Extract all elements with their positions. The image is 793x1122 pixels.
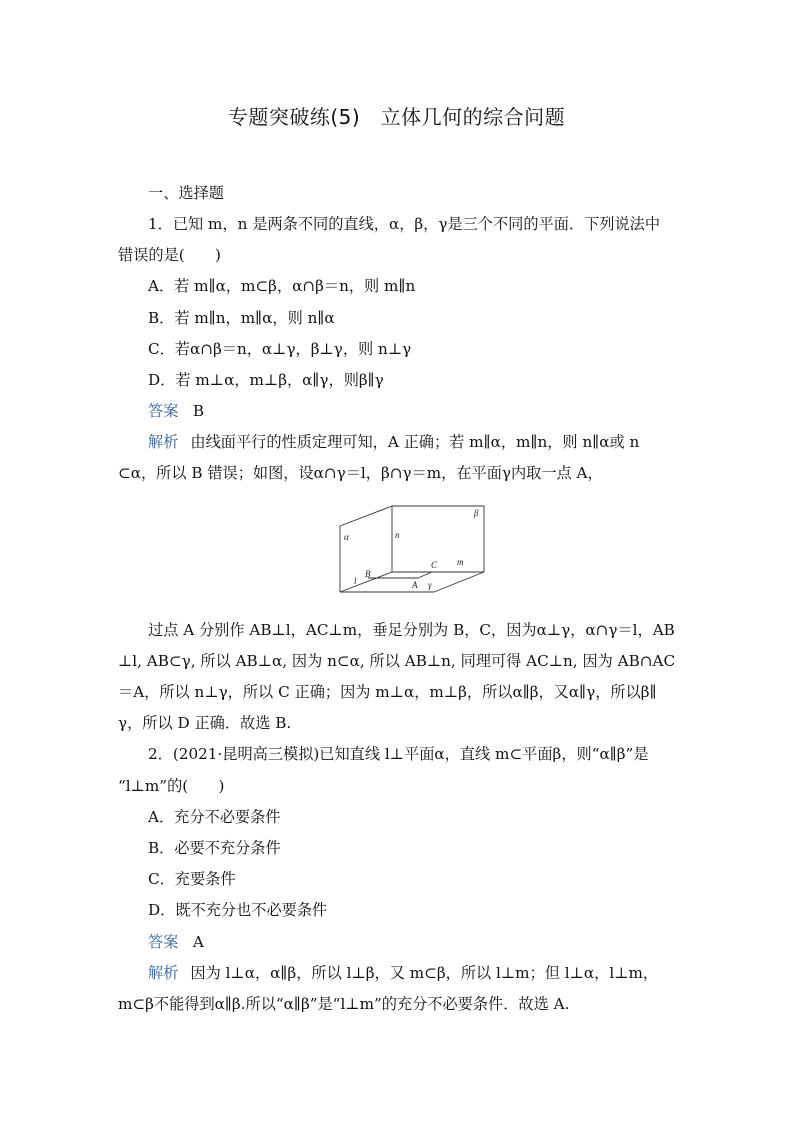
q1-answer: B (192, 402, 205, 420)
q2-option-a: A．充分不必要条件 (148, 808, 281, 826)
figure-label-alpha: α (344, 532, 349, 542)
q1-analysis-line2: ⊂α，所以 B 错误；如图，设α∩γ＝l，β∩γ＝m，在平面γ内取一点 A， (118, 464, 603, 482)
q1-analysis-text1: 由线面平行的性质定理可知，A 正确；若 m∥α，m∥n，则 n∥α或 n (190, 433, 640, 451)
q2-option-b: B．必要不充分条件 (148, 839, 281, 857)
q2-answer-line (148, 932, 204, 952)
analysis-label: 解析 (148, 433, 179, 451)
q1-stem-line2: 错误的是( ) (118, 246, 221, 264)
q1-proof-line3: ＝A，所以 n⊥γ，所以 C 正确；因为 m⊥α，m⊥β，所以α∥β，又α∥γ，所以β∥ (118, 683, 657, 701)
q1-option-d: D．若 m⊥α，m⊥β，α∥γ，则β∥γ (148, 371, 384, 389)
q2-analysis-line1 (148, 963, 658, 983)
q2-stem-line1: 2．(2021·昆明高三模拟)已知直线 l⊥平面α，直线 m⊂平面β，则“α∥β”是 (148, 745, 649, 763)
q2-option-c: C．充要条件 (148, 870, 236, 888)
figure-label-l: l (354, 576, 357, 586)
q2-stem-line2: “l⊥m”的( ) (118, 777, 225, 795)
q2-analysis-text1: 因为 l⊥α，α∥β，所以 l⊥β，又 m⊂β，所以 l⊥m；但 l⊥α，l⊥m， (190, 964, 659, 982)
answer-label: 答案 (148, 402, 179, 420)
dihedral-planes-diagram (336, 500, 488, 596)
figure-label-m: m (457, 557, 464, 567)
q1-proof-line1: 过点 A 分别作 AB⊥l，AC⊥m，垂足分别为 B，C，因为α⊥γ，α∩γ＝l，AB (148, 621, 675, 639)
q1-answer-line (148, 401, 204, 421)
figure-label-c: C (431, 560, 438, 570)
q2-option-d: D．既不充分也不必要条件 (148, 901, 328, 919)
figure-label-beta: β (474, 508, 479, 518)
analysis-label-2: 解析 (148, 964, 179, 982)
q2-answer: A (192, 933, 204, 951)
figure-label-gamma: γ (428, 580, 432, 590)
q1-stem-line1: 1．已知 m，n 是两条不同的直线，α，β，γ是三个不同的平面．下列说法中 (148, 215, 661, 233)
figure-label-n: n (395, 530, 400, 540)
q1-option-c: C．若α∩β＝n，α⊥γ，β⊥γ，则 n⊥γ (148, 340, 412, 358)
q1-proof-line4: γ，所以 D 正确．故选 B. (118, 714, 292, 732)
q1-proof-line2: ⊥l, AB⊂γ, 所以 AB⊥α, 因为 n⊂α, 所以 AB⊥n, 同理可得 AC⊥n, 因为 AB∩AC (118, 652, 676, 670)
q2-analysis-line2: m⊂β不能得到α∥β.所以“α∥β”是“l⊥m”的充分不必要条件．故选 A. (118, 995, 570, 1013)
q1-analysis-line1 (148, 432, 639, 452)
answer-label-2: 答案 (148, 933, 179, 951)
geometry-figure (336, 500, 488, 596)
figure-label-a: A (412, 580, 418, 590)
q1-option-b: B．若 m∥n，m∥α，则 n∥α (148, 309, 335, 327)
q1-option-a: A．若 m∥α，m⊂β，α∩β＝n，则 m∥n (148, 277, 416, 295)
page-title: 专题突破练(5) 立体几何的综合问题 (227, 105, 566, 129)
section-heading: 一、选择题 (148, 184, 224, 202)
figure-label-b: B (365, 569, 371, 579)
